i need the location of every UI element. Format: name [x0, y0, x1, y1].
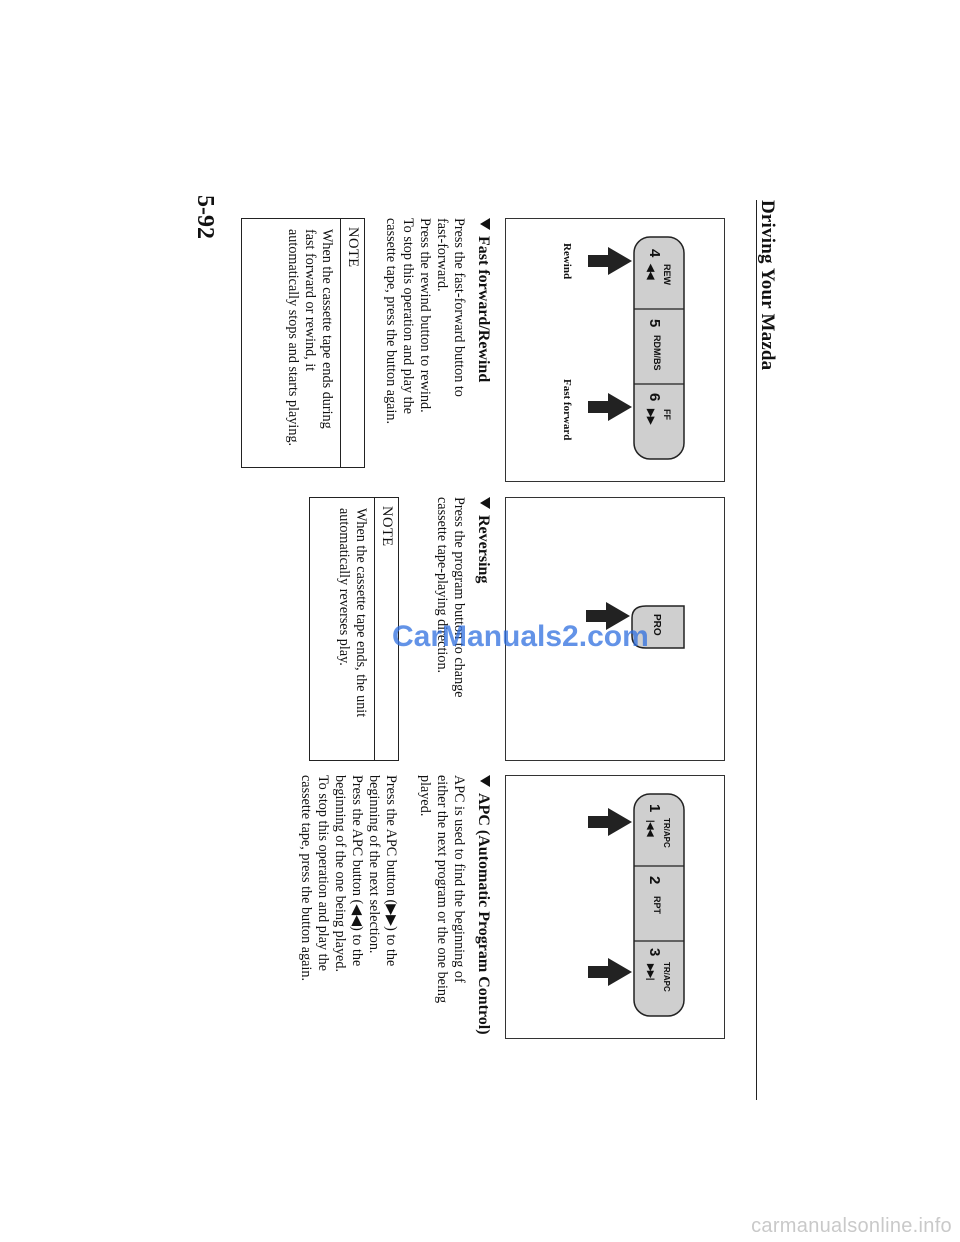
arrow-fast-forward-icon: [588, 393, 632, 421]
heading-apc: APC (Automatic Program Control): [474, 775, 492, 1035]
heading-reversing: Reversing: [474, 497, 492, 583]
callout-fast-forward: Fast forward: [561, 379, 573, 441]
body-apc-instructions: Press the APC button (▶▶) to the beginning of the next selection. Press the APC button (◀◀) to the beginning of the one being played. To stop this operation and play the cassette tape, press the button again.: [298, 775, 399, 982]
header-title: Driving Your Mazda: [757, 200, 778, 371]
button-number-2: 2: [646, 876, 663, 885]
button-label-tr-apc: TR/APC: [662, 818, 671, 848]
arrow-apc-forward-icon: [588, 958, 632, 986]
note-body: When the cassette tape ends, the unit automatically reverses play.: [336, 508, 369, 718]
note-box-reversing: [309, 497, 399, 761]
body-reversing: Press the program button to change cassette tape-playing direction.: [434, 497, 467, 698]
arrow-apc-back-icon: [588, 808, 632, 836]
button-label-rew: REW: [662, 264, 672, 285]
button-number-1: 1: [646, 804, 663, 813]
note-box-ff-rew: [241, 218, 365, 468]
note-body: When the cassette tape ends during fast forward or rewind, it automatically stops and starts playing.: [285, 229, 335, 447]
figure-apc: [505, 775, 725, 1039]
rewind-icon: ◀◀: [645, 264, 656, 280]
triangle-bullet-icon: [480, 497, 490, 509]
button-number-3: 3: [646, 948, 663, 957]
fast-forward-icon: ▶▶: [645, 409, 656, 425]
button-label-rpt: RPT: [652, 896, 662, 914]
skip-back-icon: |◀◀: [646, 820, 656, 837]
arrow-rewind-icon: [588, 247, 632, 275]
callout-rewind: Rewind: [561, 243, 573, 280]
button-label-tr-apc-2: TR/APC: [662, 962, 671, 992]
body-apc-intro: APC is used to find the beginning of either the next program or the one being played.: [417, 775, 467, 1004]
apc-illustration: [506, 776, 724, 1038]
button-label-pro: PRO: [651, 614, 662, 636]
figure-fast-forward-rewind: [505, 218, 725, 482]
note-title: NOTE: [340, 219, 364, 467]
button-label-ff: FF: [662, 409, 672, 420]
button-number-6: 6: [646, 393, 663, 402]
watermark-footer: carmanualsonline.info: [751, 1215, 952, 1237]
button-label-rdm: RDM/BS: [652, 335, 662, 371]
body-fast-forward-rewind: Press the fast-forward button to fast-forward. Press the rewind button to rewind. To stop this operation and play the cassette tape, press the button again.: [383, 218, 467, 425]
note-title: NOTE: [374, 498, 398, 760]
page-number: 5-92: [192, 195, 218, 239]
skip-forward-icon: ▶▶|: [646, 964, 656, 981]
heading-fast-forward-rewind: Fast forward/Rewind: [474, 218, 492, 382]
ff-rew-illustration: [506, 219, 724, 481]
button-number-4: 4: [646, 249, 663, 258]
header-rule: [756, 200, 757, 1100]
button-number-5: 5: [646, 319, 663, 328]
watermark-center: CarManuals2.com: [392, 620, 649, 653]
triangle-bullet-icon: [480, 218, 490, 230]
triangle-bullet-icon: [480, 775, 490, 787]
